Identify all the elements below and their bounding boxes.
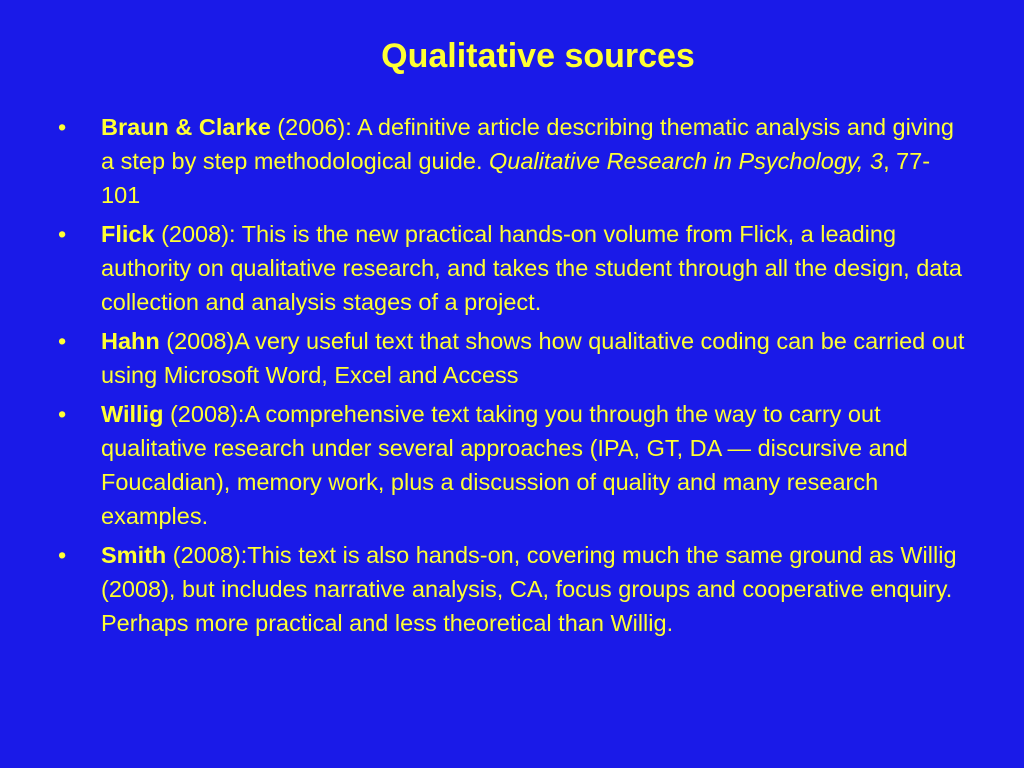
bullet-item: [58, 324, 968, 392]
reference-pages: , 77-101: [101, 148, 931, 208]
author-name: Hahn: [101, 328, 160, 354]
author-name: Willig: [101, 401, 164, 427]
author-name: Flick: [101, 221, 155, 247]
journal-name: Qualitative Research in Psychology, 3: [489, 148, 884, 174]
bullet-item: [58, 397, 968, 533]
bullet-marker: •: [58, 328, 67, 354]
reference-description: (2008):A comprehensive text taking you through the way to carry out qualitative research under several approaches (IPA, GT, DA — discursive and Foucaldian), memory work, plus a discussion of quality and many research examples.: [101, 401, 908, 529]
bullet-marker: •: [58, 401, 67, 427]
reference-description: (2008): This is the new practical hands-on volume from Flick, a leading authority on qualitative research, and takes the student through all the design, data collection and analysis stages of a project.: [101, 221, 962, 315]
reference-description: (2008)A very useful text that shows how qualitative coding can be carried out using Microsoft Word, Excel and Access: [101, 328, 965, 388]
author-name: Braun & Clarke: [101, 114, 271, 140]
bullet-marker: •: [58, 542, 67, 568]
reference-description: (2006): A definitive article describing thematic analysis and giving a step by step methodological guide.: [101, 114, 954, 174]
reference-description: (2008):This text is also hands-on, covering much the same ground as Willig (2008), but includes narrative analysis, CA, focus groups and cooperative enquiry. Perhaps more practical and less theoretical than Willig.: [101, 542, 957, 636]
bullet-marker: •: [58, 114, 67, 140]
author-name: Smith: [101, 542, 167, 568]
bullet-marker: •: [58, 221, 67, 247]
bullet-item: [58, 538, 968, 640]
bullet-list: [58, 110, 968, 645]
bullet-item: [58, 217, 968, 319]
slide-title: Qualitative sources: [381, 37, 695, 75]
bullet-item: [58, 110, 968, 212]
